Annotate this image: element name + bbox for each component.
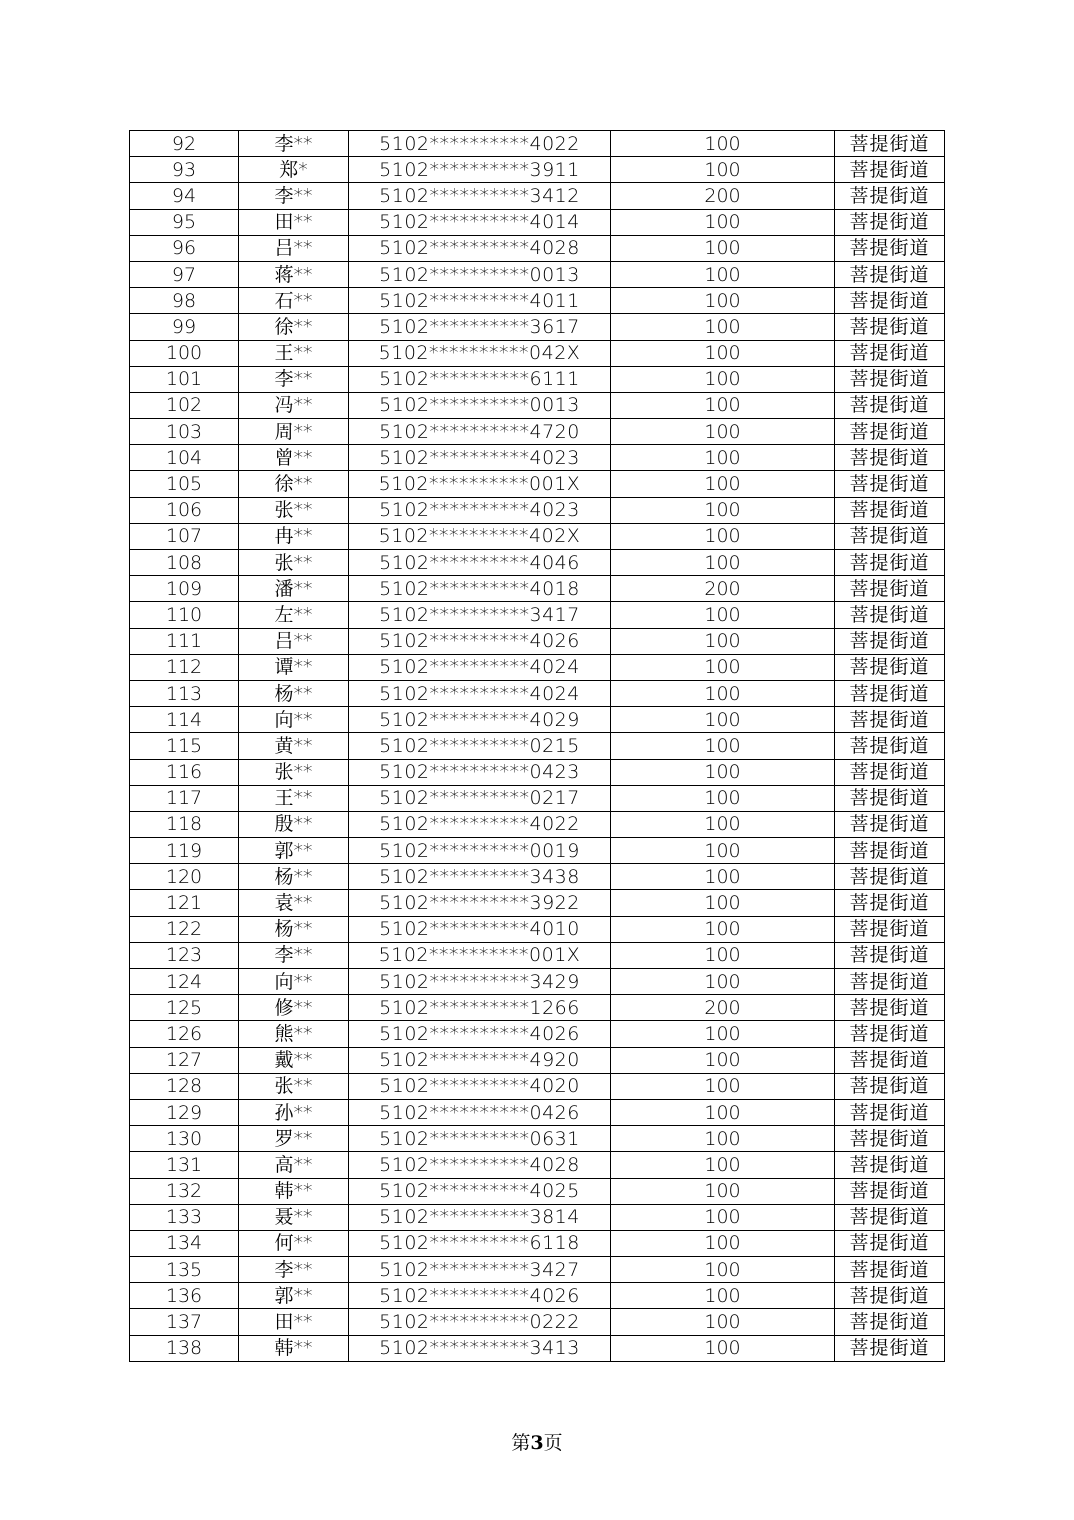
footer-prefix: 第 <box>511 1432 531 1454</box>
page-footer <box>0 1428 1074 1455</box>
cell-index: 120 <box>130 864 239 890</box>
cell-id-number: 5102**********6111 <box>349 366 611 392</box>
cell-index: 133 <box>130 1204 239 1230</box>
cell-amount: 100 <box>611 1309 835 1335</box>
table-row <box>130 131 945 157</box>
cell-id-number: 5102**********3429 <box>349 969 611 995</box>
cell-area: 菩提街道 <box>835 183 945 209</box>
cell-area: 菩提街道 <box>835 864 945 890</box>
cell-area: 菩提街道 <box>835 392 945 418</box>
cell-name: 谭** <box>239 654 349 680</box>
cell-amount: 100 <box>611 733 835 759</box>
cell-area: 菩提街道 <box>835 1021 945 1047</box>
table-row <box>130 995 945 1021</box>
cell-amount: 100 <box>611 969 835 995</box>
cell-name: 张** <box>239 550 349 576</box>
cell-index: 129 <box>130 1099 239 1125</box>
cell-id-number: 5102**********4018 <box>349 576 611 602</box>
table-row <box>130 942 945 968</box>
cell-index: 128 <box>130 1073 239 1099</box>
cell-id-number: 5102**********4046 <box>349 550 611 576</box>
cell-index: 123 <box>130 942 239 968</box>
cell-id-number: 5102**********3427 <box>349 1257 611 1283</box>
cell-area: 菩提街道 <box>835 131 945 157</box>
cell-name: 潘** <box>239 576 349 602</box>
cell-index: 112 <box>130 654 239 680</box>
cell-id-number: 5102**********4026 <box>349 1021 611 1047</box>
cell-name: 高** <box>239 1152 349 1178</box>
cell-area: 菩提街道 <box>835 838 945 864</box>
cell-id-number: 5102**********1266 <box>349 995 611 1021</box>
table-row <box>130 680 945 706</box>
cell-amount: 200 <box>611 183 835 209</box>
cell-id-number: 5102**********3412 <box>349 183 611 209</box>
cell-id-number: 5102**********4022 <box>349 131 611 157</box>
cell-id-number: 5102**********4028 <box>349 235 611 261</box>
cell-index: 102 <box>130 392 239 418</box>
cell-id-number: 5102**********0013 <box>349 261 611 287</box>
cell-name: 熊** <box>239 1021 349 1047</box>
cell-amount: 100 <box>611 1099 835 1125</box>
cell-name: 郭** <box>239 838 349 864</box>
cell-area: 菩提街道 <box>835 1283 945 1309</box>
cell-id-number: 5102**********0423 <box>349 759 611 785</box>
cell-index: 124 <box>130 969 239 995</box>
cell-index: 116 <box>130 759 239 785</box>
cell-name: 周** <box>239 419 349 445</box>
cell-amount: 100 <box>611 707 835 733</box>
cell-index: 97 <box>130 261 239 287</box>
cell-amount: 100 <box>611 890 835 916</box>
cell-id-number: 5102**********6118 <box>349 1230 611 1256</box>
cell-id-number: 5102**********4023 <box>349 497 611 523</box>
page-number: 3 <box>530 1432 544 1454</box>
cell-amount: 100 <box>611 288 835 314</box>
cell-amount: 100 <box>611 314 835 340</box>
cell-area: 菩提街道 <box>835 916 945 942</box>
cell-name: 曾** <box>239 445 349 471</box>
table-row <box>130 838 945 864</box>
cell-index: 134 <box>130 1230 239 1256</box>
table-row <box>130 890 945 916</box>
cell-area: 菩提街道 <box>835 1230 945 1256</box>
cell-index: 115 <box>130 733 239 759</box>
cell-area: 菩提街道 <box>835 1126 945 1152</box>
table-row <box>130 628 945 654</box>
table-row <box>130 392 945 418</box>
cell-name: 田** <box>239 209 349 235</box>
cell-amount: 100 <box>611 471 835 497</box>
cell-name: 郑* <box>239 157 349 183</box>
table-row <box>130 1126 945 1152</box>
cell-name: 李** <box>239 366 349 392</box>
table-row <box>130 209 945 235</box>
cell-area: 菩提街道 <box>835 419 945 445</box>
cell-name: 田** <box>239 1309 349 1335</box>
cell-index: 138 <box>130 1335 239 1361</box>
table-row <box>130 969 945 995</box>
cell-area: 菩提街道 <box>835 445 945 471</box>
cell-amount: 100 <box>611 261 835 287</box>
cell-name: 何** <box>239 1230 349 1256</box>
cell-area: 菩提街道 <box>835 340 945 366</box>
cell-index: 117 <box>130 785 239 811</box>
cell-area: 菩提街道 <box>835 1047 945 1073</box>
cell-name: 袁** <box>239 890 349 916</box>
cell-amount: 100 <box>611 811 835 837</box>
cell-amount: 100 <box>611 1152 835 1178</box>
cell-amount: 100 <box>611 340 835 366</box>
cell-index: 122 <box>130 916 239 942</box>
cell-area: 菩提街道 <box>835 602 945 628</box>
cell-id-number: 5102**********001X <box>349 471 611 497</box>
cell-area: 菩提街道 <box>835 942 945 968</box>
cell-area: 菩提街道 <box>835 497 945 523</box>
cell-name: 张** <box>239 1073 349 1099</box>
cell-index: 95 <box>130 209 239 235</box>
cell-name: 李** <box>239 942 349 968</box>
table-row <box>130 523 945 549</box>
cell-area: 菩提街道 <box>835 1152 945 1178</box>
cell-area: 菩提街道 <box>835 654 945 680</box>
cell-index: 137 <box>130 1309 239 1335</box>
table-row <box>130 1152 945 1178</box>
cell-name: 徐** <box>239 471 349 497</box>
table-row <box>130 864 945 890</box>
cell-index: 136 <box>130 1283 239 1309</box>
cell-name: 蒋** <box>239 261 349 287</box>
cell-amount: 100 <box>611 654 835 680</box>
table-row <box>130 550 945 576</box>
cell-amount: 100 <box>611 497 835 523</box>
cell-id-number: 5102**********4014 <box>349 209 611 235</box>
table-row <box>130 1257 945 1283</box>
cell-area: 菩提街道 <box>835 1335 945 1361</box>
table-row <box>130 1073 945 1099</box>
cell-area: 菩提街道 <box>835 628 945 654</box>
cell-name: 杨** <box>239 916 349 942</box>
cell-id-number: 5102**********4025 <box>349 1178 611 1204</box>
table-row <box>130 261 945 287</box>
cell-name: 左** <box>239 602 349 628</box>
cell-index: 118 <box>130 811 239 837</box>
table-row <box>130 314 945 340</box>
cell-id-number: 5102**********3617 <box>349 314 611 340</box>
cell-name: 李** <box>239 1257 349 1283</box>
cell-name: 修** <box>239 995 349 1021</box>
cell-name: 杨** <box>239 864 349 890</box>
cell-amount: 100 <box>611 1047 835 1073</box>
cell-name: 郭** <box>239 1283 349 1309</box>
table-row <box>130 288 945 314</box>
cell-area: 菩提街道 <box>835 1257 945 1283</box>
cell-name: 杨** <box>239 680 349 706</box>
cell-name: 韩** <box>239 1335 349 1361</box>
cell-index: 111 <box>130 628 239 654</box>
cell-name: 聂** <box>239 1204 349 1230</box>
cell-id-number: 5102**********042X <box>349 340 611 366</box>
cell-id-number: 5102**********4026 <box>349 628 611 654</box>
cell-amount: 100 <box>611 864 835 890</box>
cell-id-number: 5102**********0217 <box>349 785 611 811</box>
cell-amount: 100 <box>611 209 835 235</box>
cell-area: 菩提街道 <box>835 471 945 497</box>
table-row <box>130 1335 945 1361</box>
cell-amount: 100 <box>611 235 835 261</box>
cell-index: 121 <box>130 890 239 916</box>
cell-area: 菩提街道 <box>835 1204 945 1230</box>
cell-id-number: 5102**********3922 <box>349 890 611 916</box>
cell-amount: 100 <box>611 1073 835 1099</box>
cell-id-number: 5102**********4022 <box>349 811 611 837</box>
cell-amount: 100 <box>611 1283 835 1309</box>
table-row <box>130 1309 945 1335</box>
table-row <box>130 707 945 733</box>
cell-id-number: 5102**********4028 <box>349 1152 611 1178</box>
cell-amount: 100 <box>611 759 835 785</box>
cell-amount: 100 <box>611 1257 835 1283</box>
cell-index: 105 <box>130 471 239 497</box>
cell-id-number: 5102**********4026 <box>349 1283 611 1309</box>
cell-amount: 100 <box>611 942 835 968</box>
table-row <box>130 654 945 680</box>
cell-id-number: 5102**********3911 <box>349 157 611 183</box>
table-row <box>130 785 945 811</box>
cell-area: 菩提街道 <box>835 209 945 235</box>
table-row <box>130 183 945 209</box>
cell-index: 110 <box>130 602 239 628</box>
cell-id-number: 5102**********402X <box>349 523 611 549</box>
cell-area: 菩提街道 <box>835 1099 945 1125</box>
cell-index: 131 <box>130 1152 239 1178</box>
cell-name: 徐** <box>239 314 349 340</box>
cell-id-number: 5102**********4010 <box>349 916 611 942</box>
cell-area: 菩提街道 <box>835 811 945 837</box>
cell-amount: 100 <box>611 419 835 445</box>
table-row <box>130 916 945 942</box>
cell-name: 黄** <box>239 733 349 759</box>
cell-area: 菩提街道 <box>835 890 945 916</box>
cell-id-number: 5102**********0222 <box>349 1309 611 1335</box>
cell-name: 石** <box>239 288 349 314</box>
table-row <box>130 471 945 497</box>
cell-id-number: 5102**********001X <box>349 942 611 968</box>
cell-index: 127 <box>130 1047 239 1073</box>
cell-area: 菩提街道 <box>835 1309 945 1335</box>
table-row <box>130 445 945 471</box>
cell-index: 114 <box>130 707 239 733</box>
cell-name: 韩** <box>239 1178 349 1204</box>
cell-amount: 100 <box>611 366 835 392</box>
cell-amount: 100 <box>611 628 835 654</box>
cell-id-number: 5102**********4029 <box>349 707 611 733</box>
cell-name: 张** <box>239 759 349 785</box>
table-row <box>130 602 945 628</box>
cell-index: 109 <box>130 576 239 602</box>
table-row <box>130 733 945 759</box>
cell-id-number: 5102**********0013 <box>349 392 611 418</box>
cell-area: 菩提街道 <box>835 523 945 549</box>
cell-amount: 100 <box>611 1230 835 1256</box>
cell-index: 92 <box>130 131 239 157</box>
cell-name: 冉** <box>239 523 349 549</box>
cell-name: 罗** <box>239 1126 349 1152</box>
cell-index: 108 <box>130 550 239 576</box>
cell-area: 菩提街道 <box>835 366 945 392</box>
cell-name: 吕** <box>239 235 349 261</box>
cell-amount: 100 <box>611 680 835 706</box>
cell-index: 106 <box>130 497 239 523</box>
table-row <box>130 1204 945 1230</box>
cell-area: 菩提街道 <box>835 157 945 183</box>
table-row <box>130 811 945 837</box>
cell-area: 菩提街道 <box>835 314 945 340</box>
table-row <box>130 1283 945 1309</box>
cell-index: 104 <box>130 445 239 471</box>
footer-suffix: 页 <box>543 1432 563 1454</box>
cell-index: 126 <box>130 1021 239 1047</box>
cell-area: 菩提街道 <box>835 576 945 602</box>
table-row <box>130 419 945 445</box>
cell-area: 菩提街道 <box>835 1073 945 1099</box>
cell-area: 菩提街道 <box>835 261 945 287</box>
cell-amount: 100 <box>611 602 835 628</box>
table-row <box>130 1021 945 1047</box>
cell-index: 132 <box>130 1178 239 1204</box>
cell-id-number: 5102**********3417 <box>349 602 611 628</box>
table-body <box>130 131 945 1362</box>
cell-amount: 100 <box>611 1021 835 1047</box>
cell-index: 99 <box>130 314 239 340</box>
cell-index: 94 <box>130 183 239 209</box>
cell-area: 菩提街道 <box>835 733 945 759</box>
cell-id-number: 5102**********0631 <box>349 1126 611 1152</box>
cell-name: 冯** <box>239 392 349 418</box>
cell-name: 殷** <box>239 811 349 837</box>
cell-id-number: 5102**********4024 <box>349 654 611 680</box>
cell-index: 135 <box>130 1257 239 1283</box>
cell-index: 101 <box>130 366 239 392</box>
cell-amount: 200 <box>611 576 835 602</box>
cell-id-number: 5102**********3413 <box>349 1335 611 1361</box>
cell-id-number: 5102**********0019 <box>349 838 611 864</box>
cell-id-number: 5102**********3814 <box>349 1204 611 1230</box>
cell-index: 113 <box>130 680 239 706</box>
cell-index: 107 <box>130 523 239 549</box>
table-row <box>130 366 945 392</box>
cell-area: 菩提街道 <box>835 550 945 576</box>
cell-name: 王** <box>239 785 349 811</box>
cell-area: 菩提街道 <box>835 969 945 995</box>
cell-amount: 100 <box>611 523 835 549</box>
cell-amount: 100 <box>611 550 835 576</box>
cell-area: 菩提街道 <box>835 1178 945 1204</box>
cell-id-number: 5102**********0426 <box>349 1099 611 1125</box>
cell-name: 李** <box>239 131 349 157</box>
cell-amount: 100 <box>611 916 835 942</box>
cell-index: 98 <box>130 288 239 314</box>
cell-id-number: 5102**********4720 <box>349 419 611 445</box>
cell-index: 93 <box>130 157 239 183</box>
cell-id-number: 5102**********4920 <box>349 1047 611 1073</box>
cell-name: 孙** <box>239 1099 349 1125</box>
cell-amount: 100 <box>611 1126 835 1152</box>
cell-index: 96 <box>130 235 239 261</box>
table-row <box>130 1230 945 1256</box>
table-row <box>130 1099 945 1125</box>
cell-amount: 200 <box>611 995 835 1021</box>
cell-amount: 100 <box>611 838 835 864</box>
cell-amount: 100 <box>611 1335 835 1361</box>
cell-index: 125 <box>130 995 239 1021</box>
cell-area: 菩提街道 <box>835 707 945 733</box>
cell-index: 130 <box>130 1126 239 1152</box>
table-row <box>130 1178 945 1204</box>
cell-id-number: 5102**********4011 <box>349 288 611 314</box>
cell-id-number: 5102**********3438 <box>349 864 611 890</box>
table-row <box>130 340 945 366</box>
table-row <box>130 1047 945 1073</box>
cell-amount: 100 <box>611 1178 835 1204</box>
cell-amount: 100 <box>611 392 835 418</box>
table-row <box>130 157 945 183</box>
cell-name: 李** <box>239 183 349 209</box>
cell-amount: 100 <box>611 785 835 811</box>
table-row <box>130 497 945 523</box>
cell-name: 王** <box>239 340 349 366</box>
cell-name: 向** <box>239 969 349 995</box>
cell-amount: 100 <box>611 131 835 157</box>
table-row <box>130 576 945 602</box>
cell-area: 菩提街道 <box>835 288 945 314</box>
cell-area: 菩提街道 <box>835 785 945 811</box>
cell-id-number: 5102**********0215 <box>349 733 611 759</box>
cell-index: 100 <box>130 340 239 366</box>
cell-area: 菩提街道 <box>835 759 945 785</box>
cell-id-number: 5102**********4024 <box>349 680 611 706</box>
cell-id-number: 5102**********4023 <box>349 445 611 471</box>
cell-area: 菩提街道 <box>835 235 945 261</box>
table-row <box>130 235 945 261</box>
cell-amount: 100 <box>611 445 835 471</box>
recipient-table <box>129 130 945 1362</box>
cell-name: 戴** <box>239 1047 349 1073</box>
cell-amount: 100 <box>611 1204 835 1230</box>
cell-index: 103 <box>130 419 239 445</box>
cell-area: 菩提街道 <box>835 680 945 706</box>
cell-index: 119 <box>130 838 239 864</box>
cell-id-number: 5102**********4020 <box>349 1073 611 1099</box>
cell-name: 张** <box>239 497 349 523</box>
cell-area: 菩提街道 <box>835 995 945 1021</box>
cell-name: 吕** <box>239 628 349 654</box>
table-row <box>130 759 945 785</box>
cell-name: 向** <box>239 707 349 733</box>
cell-amount: 100 <box>611 157 835 183</box>
